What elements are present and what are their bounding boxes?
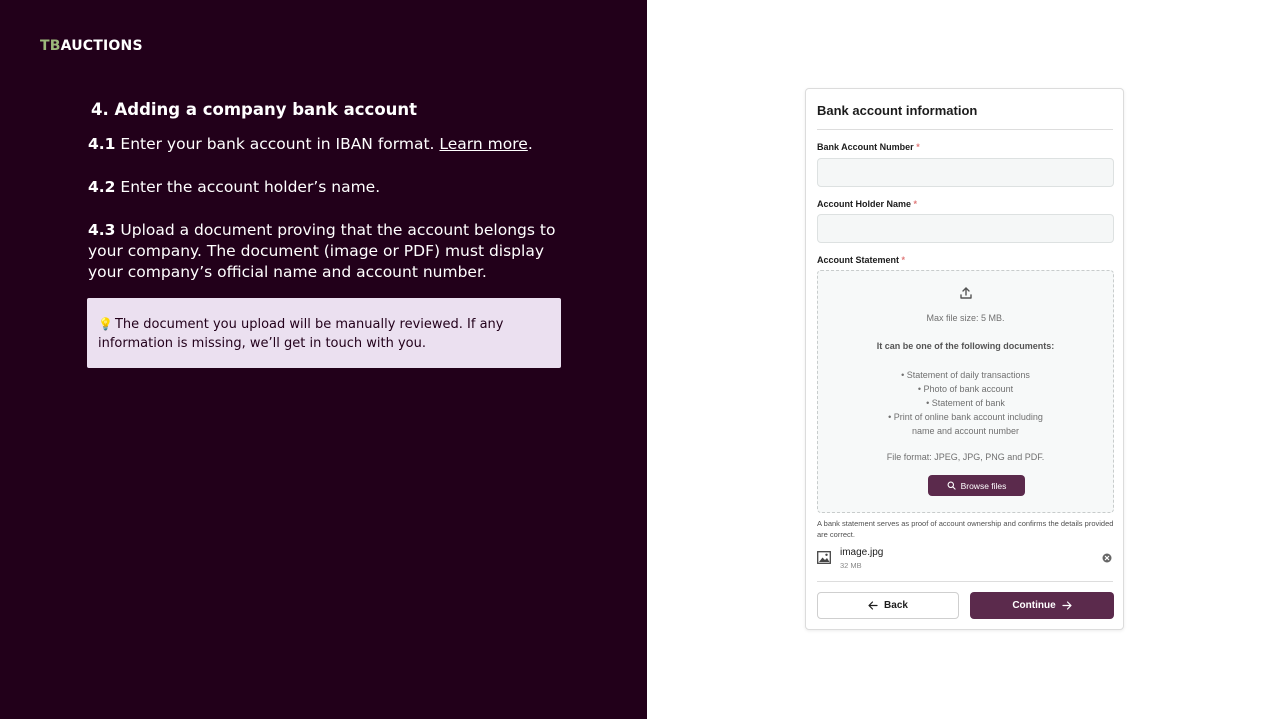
step-text-end: . bbox=[527, 135, 533, 153]
continue-label: Continue bbox=[1012, 600, 1056, 611]
label-text: Account Statement bbox=[817, 255, 900, 265]
image-file-icon bbox=[817, 551, 831, 564]
logo-auctions: AUCTIONS bbox=[60, 38, 143, 54]
bank-account-form bbox=[805, 88, 1124, 630]
step-text: Enter your bank account in IBAN format. bbox=[115, 135, 440, 153]
lightbulb-icon: 💡 bbox=[98, 317, 113, 331]
remove-file-icon[interactable] bbox=[1102, 553, 1112, 563]
step-text: Upload a document proving that the account belongs to your company. The document (image or PDF) must display your company’s official name and account number. bbox=[88, 221, 556, 281]
arrow-right-icon bbox=[1062, 601, 1072, 610]
list-item: • Statement of bank bbox=[818, 396, 1113, 410]
file-formats: File format: JPEG, JPG, PNG and PDF. bbox=[886, 452, 1045, 462]
bank-account-number-input[interactable] bbox=[817, 158, 1114, 187]
step-number: 4.1 bbox=[88, 135, 116, 153]
review-note bbox=[87, 298, 561, 368]
browse-files-button[interactable] bbox=[928, 475, 1025, 496]
uploaded-file-size: 32 MB bbox=[840, 561, 862, 570]
list-item: • Print of online bank account including name and account number bbox=[818, 410, 1113, 438]
label-text: Account Holder Name bbox=[817, 199, 912, 209]
back-label: Back bbox=[884, 600, 908, 611]
account-holder-name-input[interactable] bbox=[817, 214, 1114, 243]
uploaded-file-name: image.jpg bbox=[840, 547, 884, 558]
note-text: The document you upload will be manually reviewed. If any information is missing, we’ll get in touch with you. bbox=[98, 317, 504, 351]
arrow-left-icon bbox=[868, 601, 878, 610]
file-dropzone[interactable] bbox=[817, 270, 1114, 513]
label-text: Bank Account Number bbox=[817, 142, 914, 152]
list-item: • Statement of daily transactions bbox=[818, 368, 1113, 382]
required-marker: * bbox=[916, 142, 920, 152]
step-4-3 bbox=[88, 220, 558, 283]
step-text: Enter the account holder’s name. bbox=[115, 178, 381, 196]
required-marker: * bbox=[901, 255, 906, 265]
tbauctions-logo bbox=[40, 38, 143, 54]
continue-button[interactable] bbox=[970, 592, 1114, 619]
step-4-2 bbox=[88, 177, 558, 198]
form-title: Bank account information bbox=[817, 103, 978, 118]
search-icon bbox=[947, 481, 956, 490]
back-button[interactable] bbox=[817, 592, 959, 619]
required-marker: * bbox=[913, 199, 918, 209]
step-4-1 bbox=[88, 134, 558, 155]
browse-label: Browse files bbox=[960, 480, 1007, 491]
max-file-size: Max file size: 5 MB. bbox=[926, 313, 1005, 323]
documents-list bbox=[818, 368, 1113, 438]
account-statement-label bbox=[817, 255, 905, 265]
list-item: • Photo of bank account bbox=[818, 382, 1113, 396]
bank-account-number-label bbox=[817, 142, 920, 152]
step-number: 4.3 bbox=[88, 221, 116, 239]
logo-tb: TB bbox=[40, 38, 61, 54]
account-holder-name-label bbox=[817, 199, 917, 209]
upload-icon bbox=[959, 286, 973, 300]
step-number: 4.2 bbox=[88, 178, 116, 196]
footer-divider bbox=[817, 581, 1113, 582]
title-divider bbox=[817, 129, 1113, 130]
step-title: 4. Adding a company bank account bbox=[91, 100, 418, 119]
documents-heading: It can be one of the following documents: bbox=[876, 341, 1055, 351]
learn-more-link[interactable]: Learn more bbox=[439, 135, 528, 153]
statement-help-text: A bank statement serves as proof of account ownership and confirms the details provided are correct. bbox=[817, 519, 1114, 539]
